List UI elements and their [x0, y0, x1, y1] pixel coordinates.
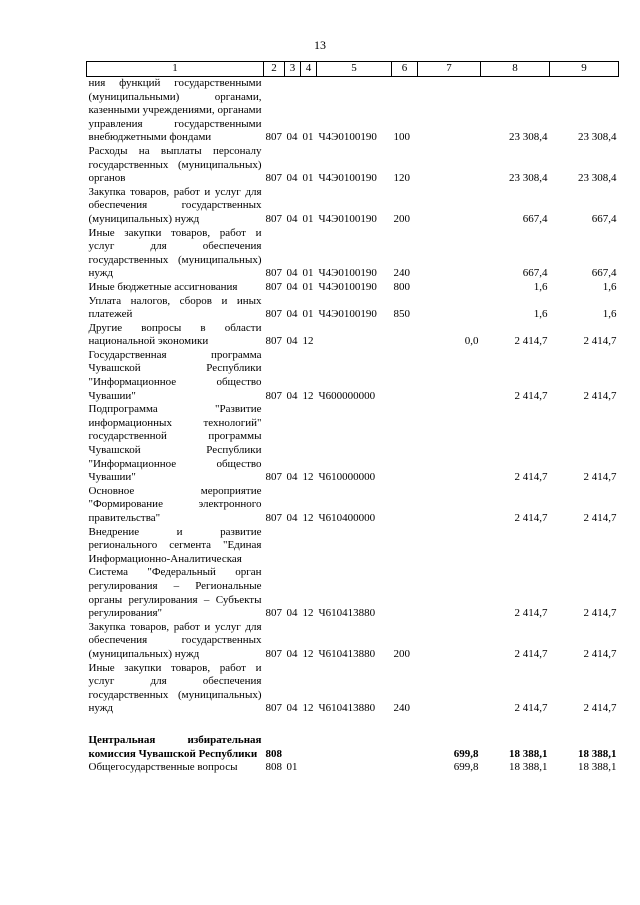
section-code-cell: 04	[286, 172, 298, 185]
ministry-code-cell: 807	[265, 308, 282, 321]
expense-type-cell: 100	[393, 131, 410, 144]
table-row	[87, 761, 619, 775]
subsection-code-cell	[301, 734, 317, 761]
target-article-cell: Ч4Э0100190	[318, 172, 377, 185]
amount-col8-cell: 18 388,1	[509, 747, 548, 760]
header-cell: 3	[285, 62, 301, 77]
table-row	[87, 403, 619, 485]
subsection-code-cell: 12	[302, 471, 314, 484]
target-article-cell: Ч610400000	[318, 512, 376, 524]
row-name-cell: Общегосударственные вопросы	[88, 761, 238, 774]
table-row	[87, 281, 619, 295]
target-article-cell: Ч4Э0100190	[318, 267, 377, 280]
target-article-cell	[317, 761, 392, 775]
subsection-code-cell: 12	[302, 389, 314, 402]
section-code-cell: 01	[286, 761, 298, 774]
target-article-cell: Ч4Э0100190	[318, 280, 377, 293]
amount-col9-cell: 23 308,4	[578, 172, 617, 185]
subsection-code-cell: 12	[302, 512, 314, 524]
ministry-code-cell: 807	[265, 607, 282, 620]
section-code-cell: 04	[286, 471, 298, 484]
table-row	[87, 349, 619, 403]
amount-col7-cell	[418, 621, 481, 662]
subsection-code-cell: 12	[302, 647, 314, 660]
row-name-cell: Иные бюджетные ассигнования	[88, 280, 238, 293]
ministry-code-cell: 807	[265, 335, 282, 348]
header-cell: 4	[301, 62, 317, 77]
amount-col8-cell: 23 308,4	[509, 172, 548, 185]
amount-col9-cell: 1,6	[602, 280, 617, 293]
expense-type-cell: 240	[393, 267, 410, 280]
amount-col8-cell: 2 414,7	[514, 389, 548, 402]
section-code-cell: 04	[286, 308, 298, 321]
amount-col9-cell: 667,4	[591, 267, 617, 280]
table-row	[87, 621, 619, 662]
expense-type-cell	[392, 322, 418, 349]
row-name-cell: Центральная избирательная комиссия Чувашской Республики	[88, 733, 262, 760]
amount-col7-cell	[418, 349, 481, 403]
ministry-code-cell: 807	[265, 471, 282, 484]
amount-col8-cell: 2 414,7	[514, 607, 548, 620]
amount-col8-cell: 23 308,4	[509, 131, 548, 144]
header-cell: 9	[550, 62, 619, 77]
row-name-cell: Другие вопросы в области национальной экономики	[88, 321, 262, 348]
header-cell: 2	[264, 62, 285, 77]
ministry-code-cell: 807	[265, 389, 282, 402]
subsection-code-cell: 01	[302, 267, 314, 280]
row-name-cell: Основное мероприятие "Формирование электронного правительства"	[88, 484, 262, 524]
section-code-cell: 04	[286, 280, 298, 293]
amount-col7-cell	[418, 662, 481, 716]
amount-col9-cell: 2 414,7	[583, 702, 617, 715]
target-article-cell: Ч4Э0100190	[318, 308, 377, 321]
amount-col8-cell: 2 414,7	[514, 471, 548, 484]
amount-col9-cell: 18 388,1	[578, 747, 617, 760]
amount-col9-cell: 23 308,4	[578, 131, 617, 144]
expense-type-cell	[392, 526, 418, 621]
section-code-cell: 04	[286, 607, 298, 620]
target-article-cell: Ч600000000	[318, 389, 376, 402]
section-code-cell: 04	[286, 512, 298, 524]
subsection-code-cell: 01	[302, 308, 314, 321]
amount-col8-cell: 2 414,7	[514, 512, 548, 524]
expense-type-cell: 120	[393, 172, 410, 185]
row-name-cell: Государственная программа Чувашской Республики "Информационное общество Чувашии"	[88, 348, 262, 402]
amount-col7-cell: 0,0	[464, 335, 479, 348]
ministry-code-cell: 807	[265, 280, 282, 293]
target-article-cell: Ч610413880	[318, 607, 376, 620]
ministry-code-cell: 807	[265, 172, 282, 185]
row-name-cell: Иные закупки товаров, работ и услуг для обеспечения государственных (муниципальных) нужд	[88, 661, 262, 715]
expense-type-cell	[392, 485, 418, 526]
amount-col7-cell	[418, 145, 481, 186]
amount-col9-cell: 18 388,1	[578, 761, 617, 774]
amount-col8-cell: 1,6	[533, 308, 548, 321]
subsection-code-cell: 01	[302, 280, 314, 293]
section-code-cell	[285, 734, 301, 761]
ministry-code-cell: 808	[265, 761, 282, 774]
amount-col7-cell	[418, 403, 481, 485]
target-article-cell	[317, 734, 392, 761]
amount-col9-cell: 1,6	[602, 308, 617, 321]
amount-col8-cell: 667,4	[522, 267, 548, 280]
budget-table	[86, 61, 619, 775]
ministry-code-cell: 808	[265, 747, 282, 760]
header-cell: 1	[87, 62, 264, 77]
amount-col7-cell	[418, 281, 481, 295]
table-row	[87, 77, 619, 145]
amount-col7-cell: 699,8	[453, 747, 479, 760]
amount-col7-cell	[418, 485, 481, 526]
row-name-cell: ния функций государственными (муниципальными) органами, казенными учреждениями, органами управления государственными внебюджетными фондами	[88, 77, 262, 144]
amount-col8-cell: 2 414,7	[514, 702, 548, 715]
spacer-row	[87, 716, 619, 734]
target-article-cell	[317, 322, 392, 349]
row-name-cell: Подпрограмма "Развитие информационных технологий" государственной программы Чувашской Республики "Информационное общество Чувашии"	[88, 403, 262, 484]
subsection-code-cell: 01	[302, 212, 314, 225]
ministry-code-cell: 807	[265, 512, 282, 524]
amount-col8-cell: 667,4	[522, 212, 548, 225]
header-row	[87, 62, 619, 77]
expense-type-cell	[392, 734, 418, 761]
row-name-cell: Закупка товаров, работ и услуг для обеспечения государственных (муниципальных) нужд	[88, 185, 262, 225]
expense-type-cell	[392, 349, 418, 403]
expense-type-cell: 200	[393, 212, 410, 225]
row-name-cell: Закупка товаров, работ и услуг для обеспечения государственных (муниципальных) нужд	[88, 620, 262, 660]
amount-col9-cell: 2 414,7	[583, 335, 617, 348]
amount-col8-cell: 18 388,1	[509, 761, 548, 774]
target-article-cell: Ч610413880	[318, 647, 376, 660]
amount-col9-cell: 2 414,7	[583, 607, 617, 620]
table-row	[87, 662, 619, 716]
expense-type-cell: 800	[393, 280, 410, 293]
header-cell: 8	[481, 62, 550, 77]
expense-type-cell: 850	[393, 308, 410, 321]
section-code-cell: 04	[286, 702, 298, 715]
table-row	[87, 734, 619, 761]
section-code-cell: 04	[286, 267, 298, 280]
row-name-cell: Расходы на выплаты персоналу государственных (муниципальных) органов	[88, 144, 262, 185]
row-name-cell: Уплата налогов, сборов и иных платежей	[88, 294, 262, 321]
table-row	[87, 145, 619, 186]
target-article-cell: Ч4Э0100190	[318, 131, 377, 144]
target-article-cell: Ч610000000	[318, 471, 376, 484]
table-row	[87, 485, 619, 526]
table-row	[87, 322, 619, 349]
section-code-cell: 04	[286, 647, 298, 660]
amount-col7-cell	[418, 227, 481, 281]
expense-type-cell	[392, 403, 418, 485]
table-row	[87, 227, 619, 281]
subsection-code-cell: 12	[302, 335, 314, 348]
ministry-code-cell: 807	[265, 212, 282, 225]
amount-col7-cell	[418, 186, 481, 227]
table-row	[87, 186, 619, 227]
subsection-code-cell	[301, 761, 317, 775]
amount-col9-cell: 667,4	[591, 212, 617, 225]
amount-col8-cell: 2 414,7	[514, 647, 548, 660]
expense-type-cell: 200	[393, 647, 410, 660]
target-article-cell: Ч4Э0100190	[318, 212, 377, 225]
table-row	[87, 526, 619, 621]
ministry-code-cell: 807	[265, 647, 282, 660]
ministry-code-cell: 807	[265, 131, 282, 144]
amount-col9-cell: 2 414,7	[583, 512, 617, 524]
header-cell: 7	[418, 62, 481, 77]
subsection-code-cell: 12	[302, 702, 314, 715]
expense-type-cell: 240	[393, 702, 410, 715]
page-number: 13	[314, 38, 326, 52]
expense-type-cell	[392, 761, 418, 775]
section-code-cell: 04	[286, 131, 298, 144]
row-name-cell: Иные закупки товаров, работ и услуг для обеспечения государственных (муниципальных) нужд	[88, 226, 262, 280]
amount-col7-cell	[418, 77, 481, 145]
amount-col7-cell: 699,8	[453, 761, 479, 774]
ministry-code-cell: 807	[265, 702, 282, 715]
section-code-cell: 04	[286, 389, 298, 402]
target-article-cell: Ч610413880	[318, 702, 376, 715]
ministry-code-cell: 807	[265, 267, 282, 280]
table-row	[87, 295, 619, 322]
subsection-code-cell: 12	[302, 607, 314, 620]
header-cell: 6	[392, 62, 418, 77]
amount-col9-cell: 2 414,7	[583, 647, 617, 660]
row-name-cell: Внедрение и развитие регионального сегмента "Единая Информационно-Аналитическая Система "Федеральный орган регулирования – Региональные органы регулирования – Субъекты регулирования"	[88, 525, 262, 620]
amount-col7-cell	[418, 295, 481, 322]
amount-col8-cell: 1,6	[533, 280, 548, 293]
section-code-cell: 04	[286, 335, 298, 348]
amount-col9-cell: 2 414,7	[583, 471, 617, 484]
subsection-code-cell: 01	[302, 131, 314, 144]
header-cell: 5	[317, 62, 392, 77]
subsection-code-cell: 01	[302, 172, 314, 185]
amount-col8-cell: 2 414,7	[514, 335, 548, 348]
section-code-cell: 04	[286, 212, 298, 225]
amount-col9-cell: 2 414,7	[583, 389, 617, 402]
amount-col7-cell	[418, 526, 481, 621]
